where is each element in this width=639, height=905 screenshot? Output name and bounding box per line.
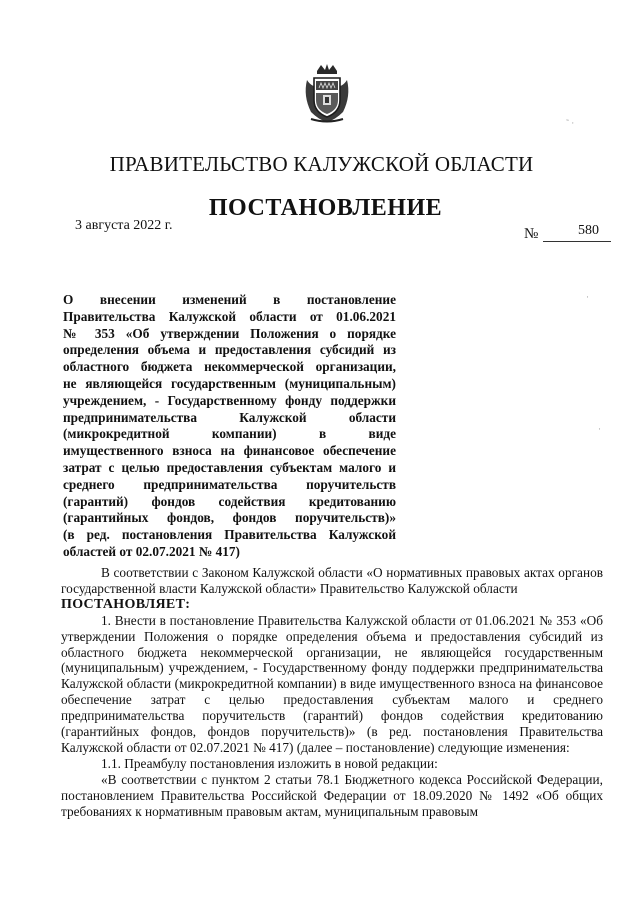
scan-speck: ·	[598, 424, 601, 434]
subject-line: имущественного взноса на финансовое обеспечение	[63, 443, 396, 459]
subject-line: (гарантий) фондов содействия кредитованию	[63, 493, 396, 509]
scan-speck: ˜ ·	[566, 118, 575, 128]
subject-line: не являющейся государственным (муниципальным)	[63, 375, 396, 391]
subject-line: областей от 02.07.2021 № 417)	[63, 543, 240, 559]
item-1-1-paragraph: 1.1. Преамбулу постановления изложить в новой редакции:	[101, 755, 438, 771]
subject-line: учреждением, - Государственному фонду поддержки	[63, 392, 396, 408]
document-type-title: ПОСТАНОВЛЕНИЕ	[208, 195, 443, 221]
document-body	[61, 565, 603, 820]
subject-line: определения объема и предоставления субсидий из	[63, 342, 396, 358]
subject-line: областного бюджета некоммерческой организации,	[63, 359, 396, 375]
subject-line: О внесении изменений в постановление	[63, 292, 396, 307]
number-sign: №	[524, 226, 539, 242]
subject-line: № 353 «Об утверждении Положения о порядке	[63, 325, 396, 341]
subject-line: предпринимательства Калужской области	[63, 409, 396, 425]
document-date: 3 августа 2022 г.	[75, 218, 173, 233]
subject-line: Правительства Калужской области от 01.06.2021	[63, 308, 396, 324]
quoted-preamble-paragraph: «В соответствии с пунктом 2 статьи 78.1 Бюджетного кодекса Российской Федерации, постановлением Правительства Российской Федерации от 18.09.2020 № 1492 «Об общих требованиях к нормативным правовым актам, муниципальным правовым	[61, 771, 603, 819]
subject-line: (в ред. постановления Правительства Калужской	[63, 527, 396, 543]
coat-of-arms-emblem	[301, 62, 353, 124]
subject-line: (гарантийных фондов, фондов поручительств)»	[63, 510, 396, 526]
subject-line: среднего предпринимательства поручительств	[63, 476, 396, 492]
item-1-paragraph: 1. Внести в постановление Правительства Калужской области от 01.06.2021 № 353 «Об утверждении Положения о порядке определения объема и предоставления субсидий из областного бюджета некоммерческой организации, не являющейся государственным (муниципальным) учреждением, - Государственному фонду поддержки предпринимательства Калужской области (микрокредитной компании) в виде имущественного взноса на финансовое обеспечение затрат с целью предоставления субъектам малого и среднего предпринимательства поручительств (гарантий) фондов содействия кредитованию (гарантийных фондов, фондов поручительств)» (в ред. постановления Правительства Калужской области от 02.07.2021 № 417) (далее – постановление) следующие изменения:	[61, 612, 603, 755]
decree-word: ПОСТАНОВЛЯЕТ:	[61, 596, 191, 612]
number-underline	[543, 241, 611, 242]
scan-speck: ·	[586, 292, 589, 302]
government-name: ПРАВИТЕЛЬСТВО КАЛУЖСКОЙ ОБЛАСТИ	[109, 152, 534, 176]
preamble-paragraph: В соответствии с Законом Калужской области «О нормативных правовых актах органов государственной власти Калужской области» Правительство Калужской области	[61, 565, 603, 596]
document-number: 580	[578, 223, 599, 238]
document-subject	[63, 292, 396, 561]
subject-line: затрат с целью предоставления субъектам малого и	[63, 459, 396, 475]
subject-line: (микрокредитной компании) в виде	[63, 426, 396, 442]
